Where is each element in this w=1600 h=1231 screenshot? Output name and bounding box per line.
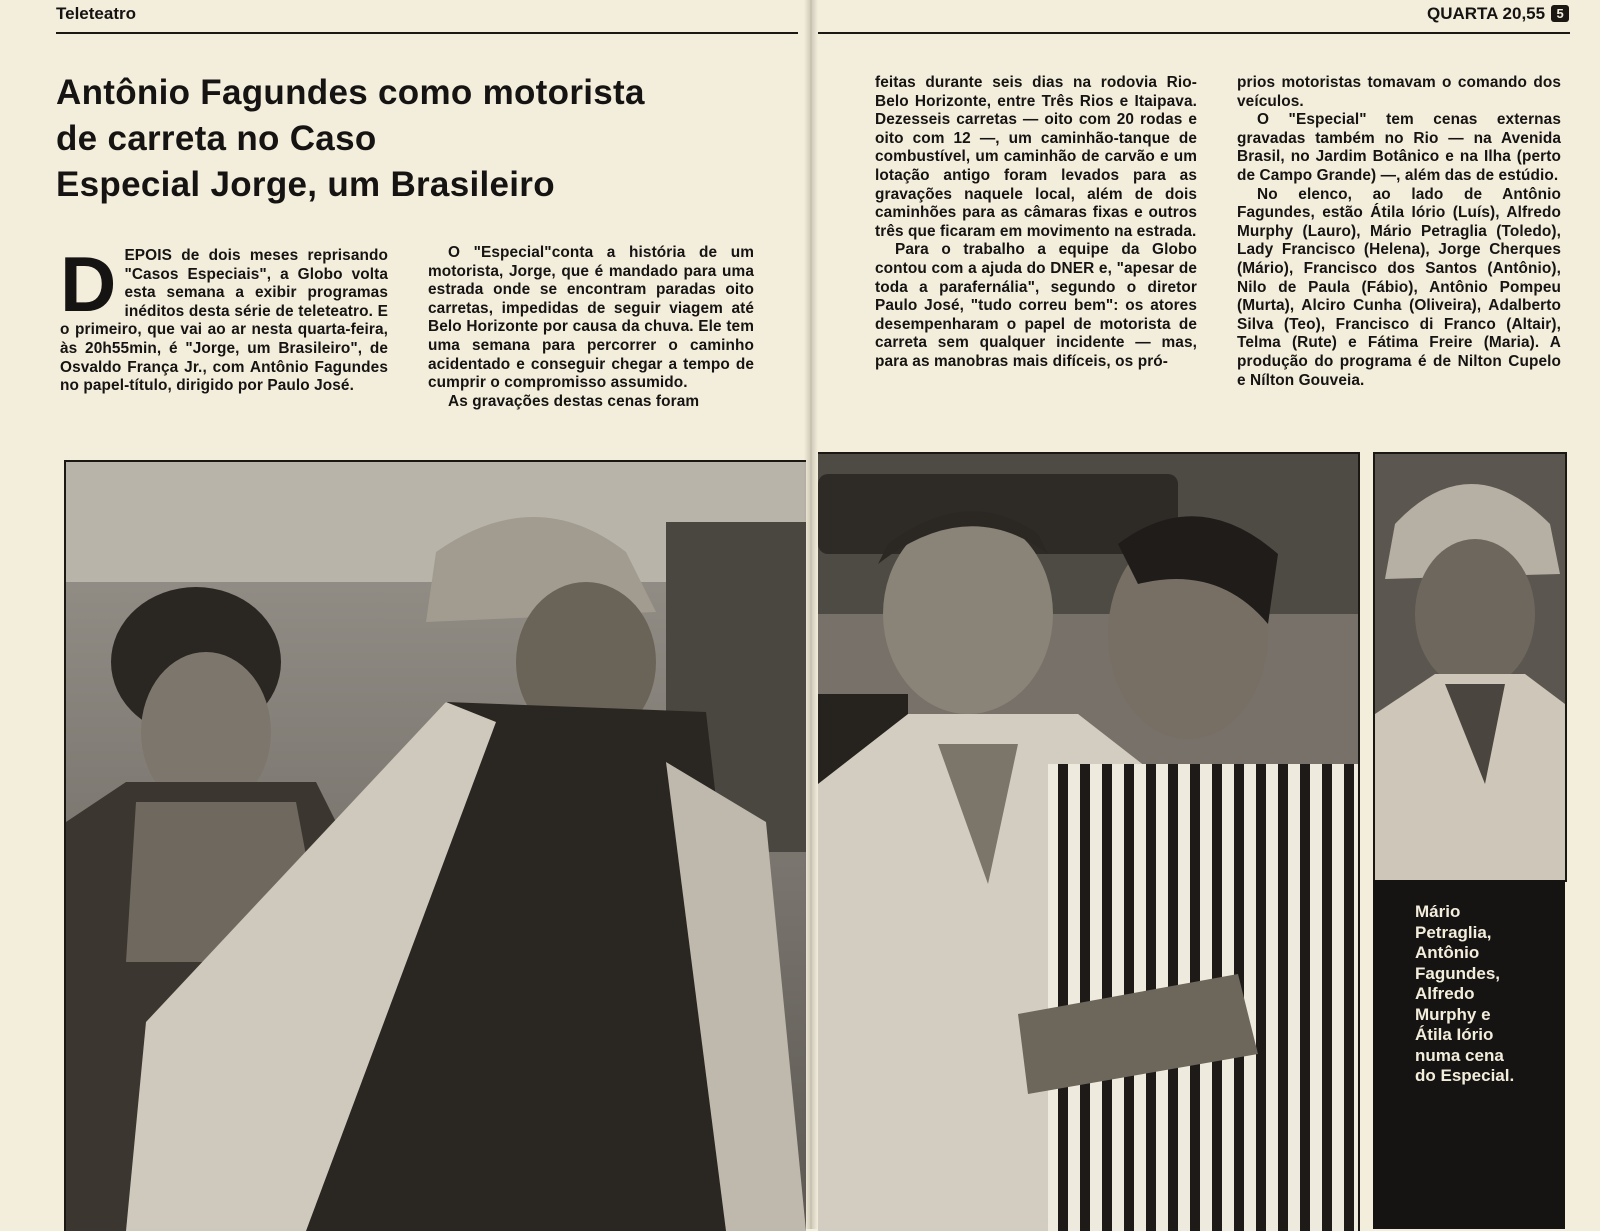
issue-date: QUARTA 20,55 — [1427, 4, 1546, 23]
article-photo-left — [64, 460, 806, 1231]
photo-scene-left — [66, 462, 806, 1231]
article-column-1 — [60, 240, 388, 396]
caption-line: Petraglia, — [1415, 922, 1492, 942]
paragraph: O "Especial"conta a história de um motorista, Jorge, que é mandado para uma estrada onde se encontram paradas oito carretas, impedidas de seguir viagem até Belo Horizonte por causa da chuva. Ele tem uma semana para percorrer o caminho acidentado e conseguir chegar a tempo de cumprir o compromisso assumido. — [428, 244, 754, 392]
issue-label — [1427, 4, 1569, 24]
paragraph: No elenco, ao lado de Antônio Fagundes, estão Átila Iório (Luís), Alfredo Murphy (Lauro), Mário Petraglia (Toledo), Lady Francisco (Helena), Jorge Cherques (Mário), Francisco dos Santos (Antônio), Nilo de Paula (Fábio), Antônio Pompeu (Murta), Alciro Cunha (Oliveira), Adalberto Silva (Teo), Francisco di Franco (Altair), Telma (Rute) e Fátima Freire (Maria). A produção do programa é de Nilton Cupelo e Nílton Gouveia. — [1237, 185, 1561, 389]
headline-line: de carreta no Caso — [56, 119, 377, 158]
caption-line: Murphy e — [1415, 1004, 1491, 1024]
article-column-2 — [428, 244, 754, 411]
article-column-4 — [1237, 74, 1561, 390]
caption-line: do Especial. — [1415, 1066, 1515, 1085]
headline-line: Especial Jorge, um Brasileiro — [56, 165, 555, 204]
paragraph: Para o trabalho a equipe da Globo contou com a ajuda do DNER e, "apesar de toda a parafernália", segundo o diretor Paulo José, "tudo correu bem": os atores desempenharam o papel de motorista de carreta sem qualquer incidente — mas, para as manobras mais difíceis, os pró- — [875, 241, 1197, 370]
drop-cap: D — [60, 240, 117, 328]
inset-photo — [1373, 452, 1567, 882]
header-rule-right — [818, 32, 1570, 34]
paragraph: EPOIS de dois meses reprisando "Casos Especiais", a Globo volta esta semana a exibir programas inéditos desta série de teleteatro. E o primeiro, que vai ao ar nesta quarta-feira, às 20h55min, é "Jorge, um Brasileiro", de Osvaldo França Jr., com Antônio Fagundes no papel-título, dirigido por Paulo José. — [60, 247, 388, 395]
headline-line: Antônio Fagundes como motorista — [56, 73, 645, 112]
caption-line: Fagundes, — [1415, 963, 1501, 983]
photo-scene-inset — [1375, 454, 1565, 880]
article-photo-right — [818, 452, 1360, 1231]
paragraph: As gravações destas cenas foram — [448, 392, 700, 410]
caption-line: Alfredo — [1415, 984, 1475, 1003]
photo-scene-right — [818, 454, 1358, 1231]
section-label: Teleteatro — [56, 4, 136, 23]
caption-line: Antônio — [1415, 943, 1480, 962]
article-column-3 — [875, 74, 1197, 372]
paragraph: O "Especial" tem cenas externas gravadas também no Rio — na Avenida Brasil, no Jardim Botânico e na Ilha (perto de Campo Grande) —, além das de estúdio. — [1237, 111, 1561, 184]
caption-line: Átila Iório — [1415, 1025, 1494, 1044]
caption-line: Mário — [1415, 902, 1461, 921]
paragraph: prios motoristas tomavam o comando dos veículos. — [1237, 74, 1561, 110]
paragraph: feitas durante seis dias na rodovia Rio-Belo Horizonte, entre Três Rios e Itaipava. Dezesseis carretas — oito com 20 rodas e oito com 12 —, um caminhão-tanque de combustível, um caminhão de carvão e um lotação antigo foram levados para as gravações naquele local, além de dois caminhões para as câmaras fixas e outros três que ficaram em movimento na estrada. — [875, 74, 1197, 240]
header-rule-left — [56, 32, 798, 34]
page-fold — [804, 0, 818, 1229]
page-number-badge: 5 — [1551, 5, 1569, 22]
caption-line: numa cena — [1415, 1045, 1504, 1065]
photo-caption — [1415, 902, 1555, 1087]
article-headline — [56, 70, 756, 208]
